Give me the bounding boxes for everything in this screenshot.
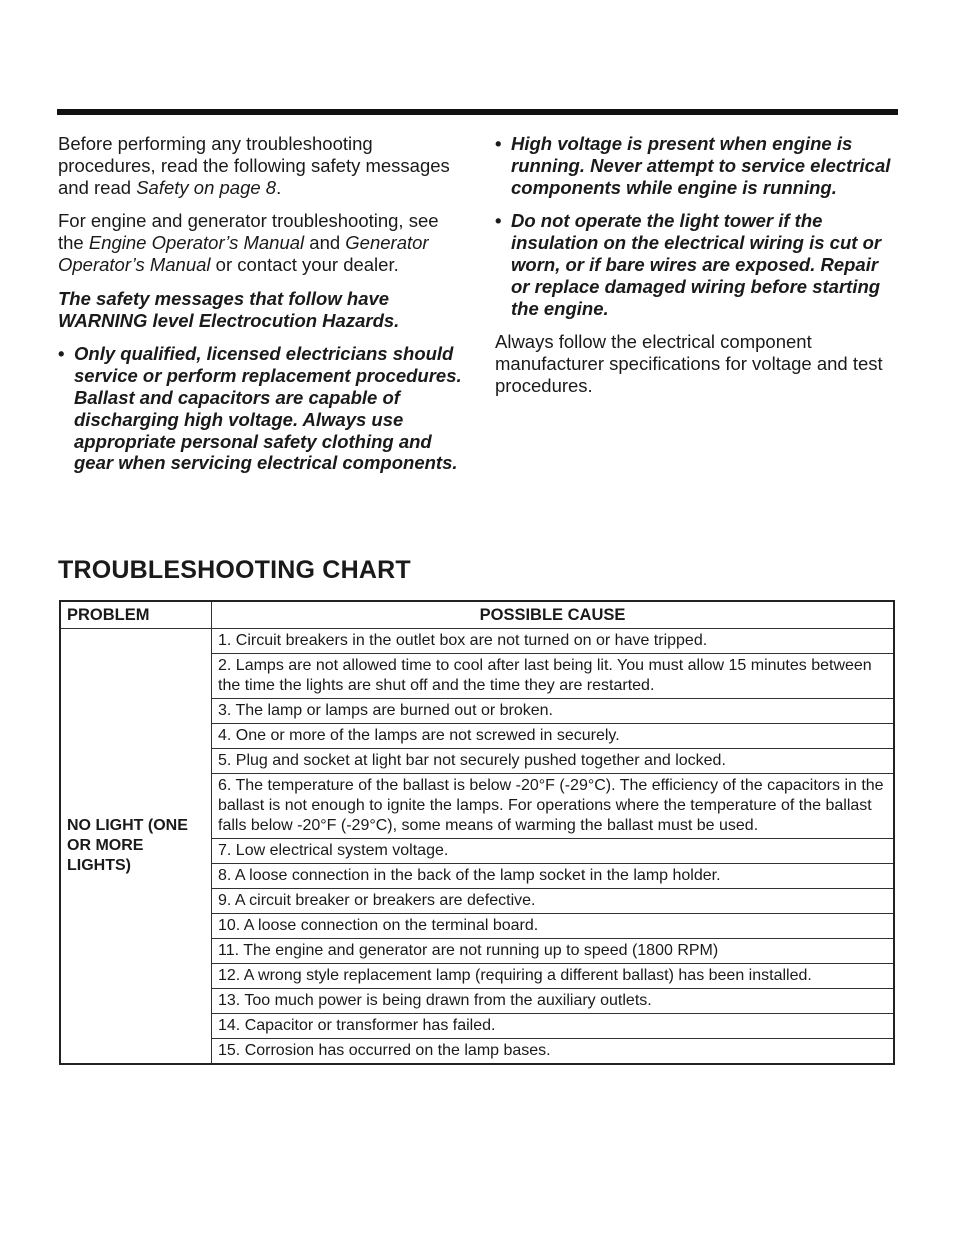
header-possible-cause: POSSIBLE CAUSE (212, 601, 895, 629)
table-header-row (60, 601, 894, 629)
intro-p2-and: and (304, 232, 346, 254)
cause-cell: 3. The lamp or lamps are burned out or broken. (212, 699, 895, 724)
left-column (58, 133, 466, 486)
cause-cell: 5. Plug and socket at light bar not securely pushed together and locked. (212, 749, 895, 774)
safety-bullet-2 (495, 133, 900, 198)
chart-title: TROUBLESHOOTING CHART (58, 556, 411, 584)
cause-cell: 14. Capacitor or transformer has failed. (212, 1014, 895, 1039)
warning-heading: The safety messages that follow have WARNING level Electrocution Hazards. (58, 287, 400, 331)
cause-cell: 11. The engine and generator are not running up to speed (1800 RPM) (212, 939, 895, 964)
intro-p2-end: or contact your dealer. (210, 253, 399, 275)
cause-cell: 9. A circuit breaker or breakers are defective. (212, 889, 895, 914)
closing-paragraph: Always follow the electrical component manufacturer specifications for voltage and test procedures. (495, 331, 883, 396)
bullet-icon: • (495, 210, 502, 232)
intro-paragraph-2 (58, 210, 466, 275)
cause-cell: 2. Lamps are not allowed time to cool after last being lit. You must allow 15 minutes between the time the lights are shut off and the time they are restarted. (212, 654, 895, 699)
right-column (495, 133, 900, 409)
troubleshooting-table (59, 600, 895, 1065)
cause-cell: 8. A loose connection in the back of the lamp socket in the lamp holder. (212, 864, 895, 889)
cause-cell: 7. Low electrical system voltage. (212, 839, 895, 864)
cause-cell: 1. Circuit breakers in the outlet box are not turned on or have tripped. (212, 629, 895, 654)
safety-bullet-3 (495, 210, 900, 319)
bullet-icon: • (495, 133, 502, 154)
header-problem: PROBLEM (60, 601, 212, 629)
cause-cell: 13. Too much power is being drawn from the auxiliary outlets. (212, 989, 895, 1014)
engine-manual-reference: Engine Operator’s Manual (88, 232, 305, 254)
table-row (60, 629, 894, 654)
safety-page-reference: Safety on page 8 (136, 176, 277, 198)
cause-cell: 10. A loose connection on the terminal board. (212, 914, 895, 939)
problem-cell: NO LIGHT (ONE OR MORE LIGHTS) (60, 629, 212, 1065)
intro-p1-end: . (276, 176, 282, 198)
intro-p1-text: Before performing any troubleshooting procedures, read the following safety messages and read (58, 133, 450, 198)
cause-cell: 15. Corrosion has occurred on the lamp bases. (212, 1039, 895, 1065)
safety-bullet-1 (58, 343, 466, 474)
cause-cell: 4. One or more of the lamps are not screwed in securely. (212, 724, 895, 749)
intro-paragraph-1 (58, 133, 466, 198)
safety-bullet-text: Do not operate the light tower if the insulation on the electrical wiring is cut or worn, or if bare wires are exposed. Repair or replace damaged wiring before starting the engine. (511, 210, 882, 319)
cause-cell: 12. A wrong style replacement lamp (requiring a different ballast) has been installed. (212, 964, 895, 989)
generator-manual-reference: Generator Operator’s Manual (58, 232, 429, 275)
intro-p2-text: For engine and generator troubleshooting, see the (58, 210, 439, 254)
cause-cell: 6. The temperature of the ballast is below -20°F (-29°C). The efficiency of the capacitors in the ballast is not enough to ignite the lamps. For operations where the temperature of the ballast falls below -20°F (-29°C), some means of warming the ballast must be used. (212, 774, 895, 839)
safety-bullet-text: High voltage is present when engine is running. Never attempt to service electrical components while engine is running. (511, 133, 891, 198)
top-rule (57, 109, 898, 115)
bullet-icon: • (58, 343, 65, 365)
safety-bullet-text: Only qualified, licensed electricians should service or perform replacement procedures. Ballast and capacitors are capable of discharging high voltage. Always use appropriate personal safety clothing and gear when servicing electrical components. (74, 343, 462, 474)
